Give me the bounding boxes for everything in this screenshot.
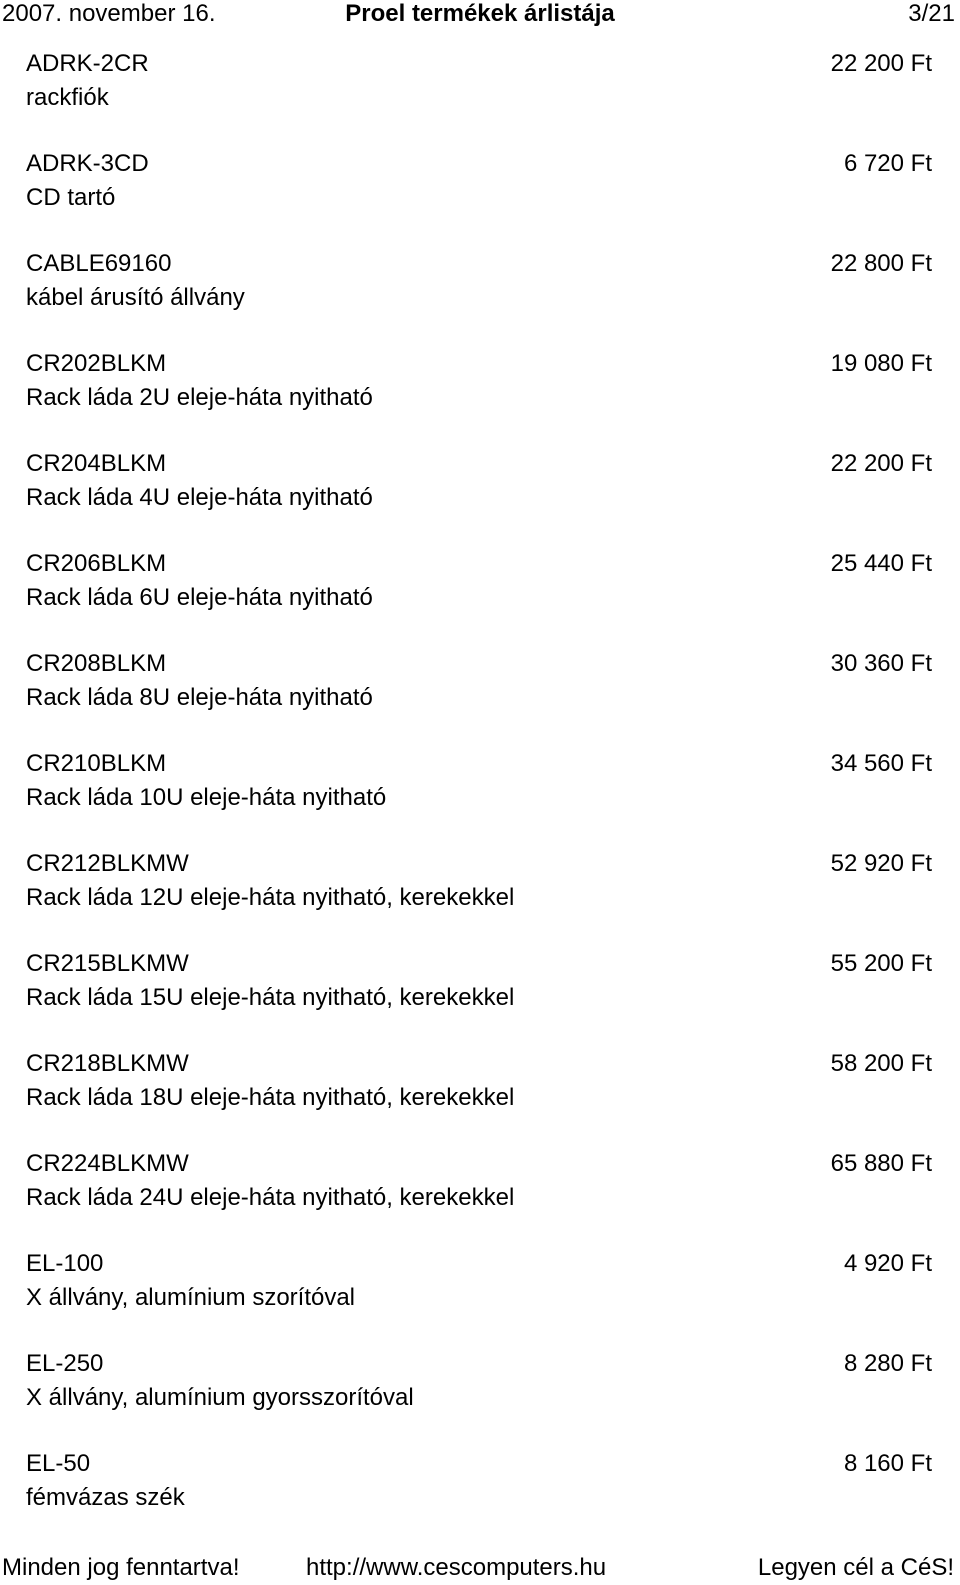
product-price: 8 160 Ft <box>843 1450 932 1477</box>
product-price: 6 720 Ft <box>843 150 932 177</box>
list-item <box>26 47 932 147</box>
product-description: Rack láda 2U eleje-háta nyitható <box>26 384 373 411</box>
product-description: CD tartó <box>26 184 116 211</box>
product-code: ADRK-2CR <box>26 50 149 77</box>
list-item <box>26 1247 932 1347</box>
list-item <box>26 547 932 647</box>
product-code: CR212BLKMW <box>26 850 189 877</box>
product-price: 8 280 Ft <box>843 1350 932 1377</box>
product-description: fémvázas szék <box>26 1484 185 1511</box>
page-header <box>0 0 960 28</box>
product-price: 19 080 Ft <box>830 350 932 377</box>
footer-url: http://www.cescomputers.hu <box>306 1554 607 1581</box>
product-code: CR202BLKM <box>26 350 167 377</box>
product-code: CR210BLKM <box>26 750 167 777</box>
product-description: Rack láda 6U eleje-háta nyitható <box>26 584 373 611</box>
product-price: 52 920 Ft <box>830 850 932 877</box>
header-date: 2007. november 16. <box>2 0 216 27</box>
product-code: CR204BLKM <box>26 450 167 477</box>
list-item <box>26 1447 932 1547</box>
product-description: Rack láda 15U eleje-háta nyitható, kerekekkel <box>26 984 515 1011</box>
product-description: Rack láda 8U eleje-háta nyitható <box>26 684 373 711</box>
product-description: Rack láda 24U eleje-háta nyitható, kerekekkel <box>26 1184 515 1211</box>
product-code: CR206BLKM <box>26 550 167 577</box>
product-price: 25 440 Ft <box>830 550 932 577</box>
product-price: 22 800 Ft <box>830 250 932 277</box>
page-number: 3/21 <box>908 0 955 27</box>
list-item <box>26 747 932 847</box>
product-description: Rack láda 4U eleje-háta nyitható <box>26 484 373 511</box>
product-price: 22 200 Ft <box>830 50 932 77</box>
list-item <box>26 147 932 247</box>
product-code: CR208BLKM <box>26 650 167 677</box>
product-price: 4 920 Ft <box>843 1250 932 1277</box>
product-description: Rack láda 18U eleje-háta nyitható, kerekekkel <box>26 1084 515 1111</box>
product-description: Rack láda 10U eleje-háta nyitható <box>26 784 387 811</box>
product-description: rackfiók <box>26 84 109 111</box>
list-item <box>26 847 932 947</box>
list-item <box>26 647 932 747</box>
list-item <box>26 247 932 347</box>
product-price: 22 200 Ft <box>830 450 932 477</box>
product-description: Rack láda 12U eleje-háta nyitható, kerekekkel <box>26 884 515 911</box>
product-price: 55 200 Ft <box>830 950 932 977</box>
product-price: 58 200 Ft <box>830 1050 932 1077</box>
page-footer <box>0 1553 960 1583</box>
product-code: CR215BLKMW <box>26 950 189 977</box>
product-description: kábel árusító állvány <box>26 284 245 311</box>
product-list <box>26 47 932 1547</box>
product-price: 30 360 Ft <box>830 650 932 677</box>
product-description: X állvány, alumínium szorítóval <box>26 1284 356 1311</box>
list-item <box>26 1047 932 1147</box>
product-code: CR224BLKMW <box>26 1150 189 1177</box>
product-code: EL-250 <box>26 1350 104 1377</box>
product-code: EL-50 <box>26 1450 91 1477</box>
list-item <box>26 1147 932 1247</box>
product-price: 65 880 Ft <box>830 1150 932 1177</box>
product-description: X állvány, alumínium gyorsszorítóval <box>26 1384 414 1411</box>
list-item <box>26 1347 932 1447</box>
list-item <box>26 347 932 447</box>
list-item <box>26 947 932 1047</box>
product-code: CABLE69160 <box>26 250 172 277</box>
page-title: Proel termékek árlistája <box>345 0 615 27</box>
list-item <box>26 447 932 547</box>
footer-slogan: Legyen cél a CéS! <box>757 1554 954 1581</box>
footer-rights: Minden jog fenntartva! <box>2 1554 240 1581</box>
product-price: 34 560 Ft <box>830 750 932 777</box>
product-code: EL-100 <box>26 1250 104 1277</box>
product-code: ADRK-3CD <box>26 150 149 177</box>
product-code: CR218BLKMW <box>26 1050 189 1077</box>
